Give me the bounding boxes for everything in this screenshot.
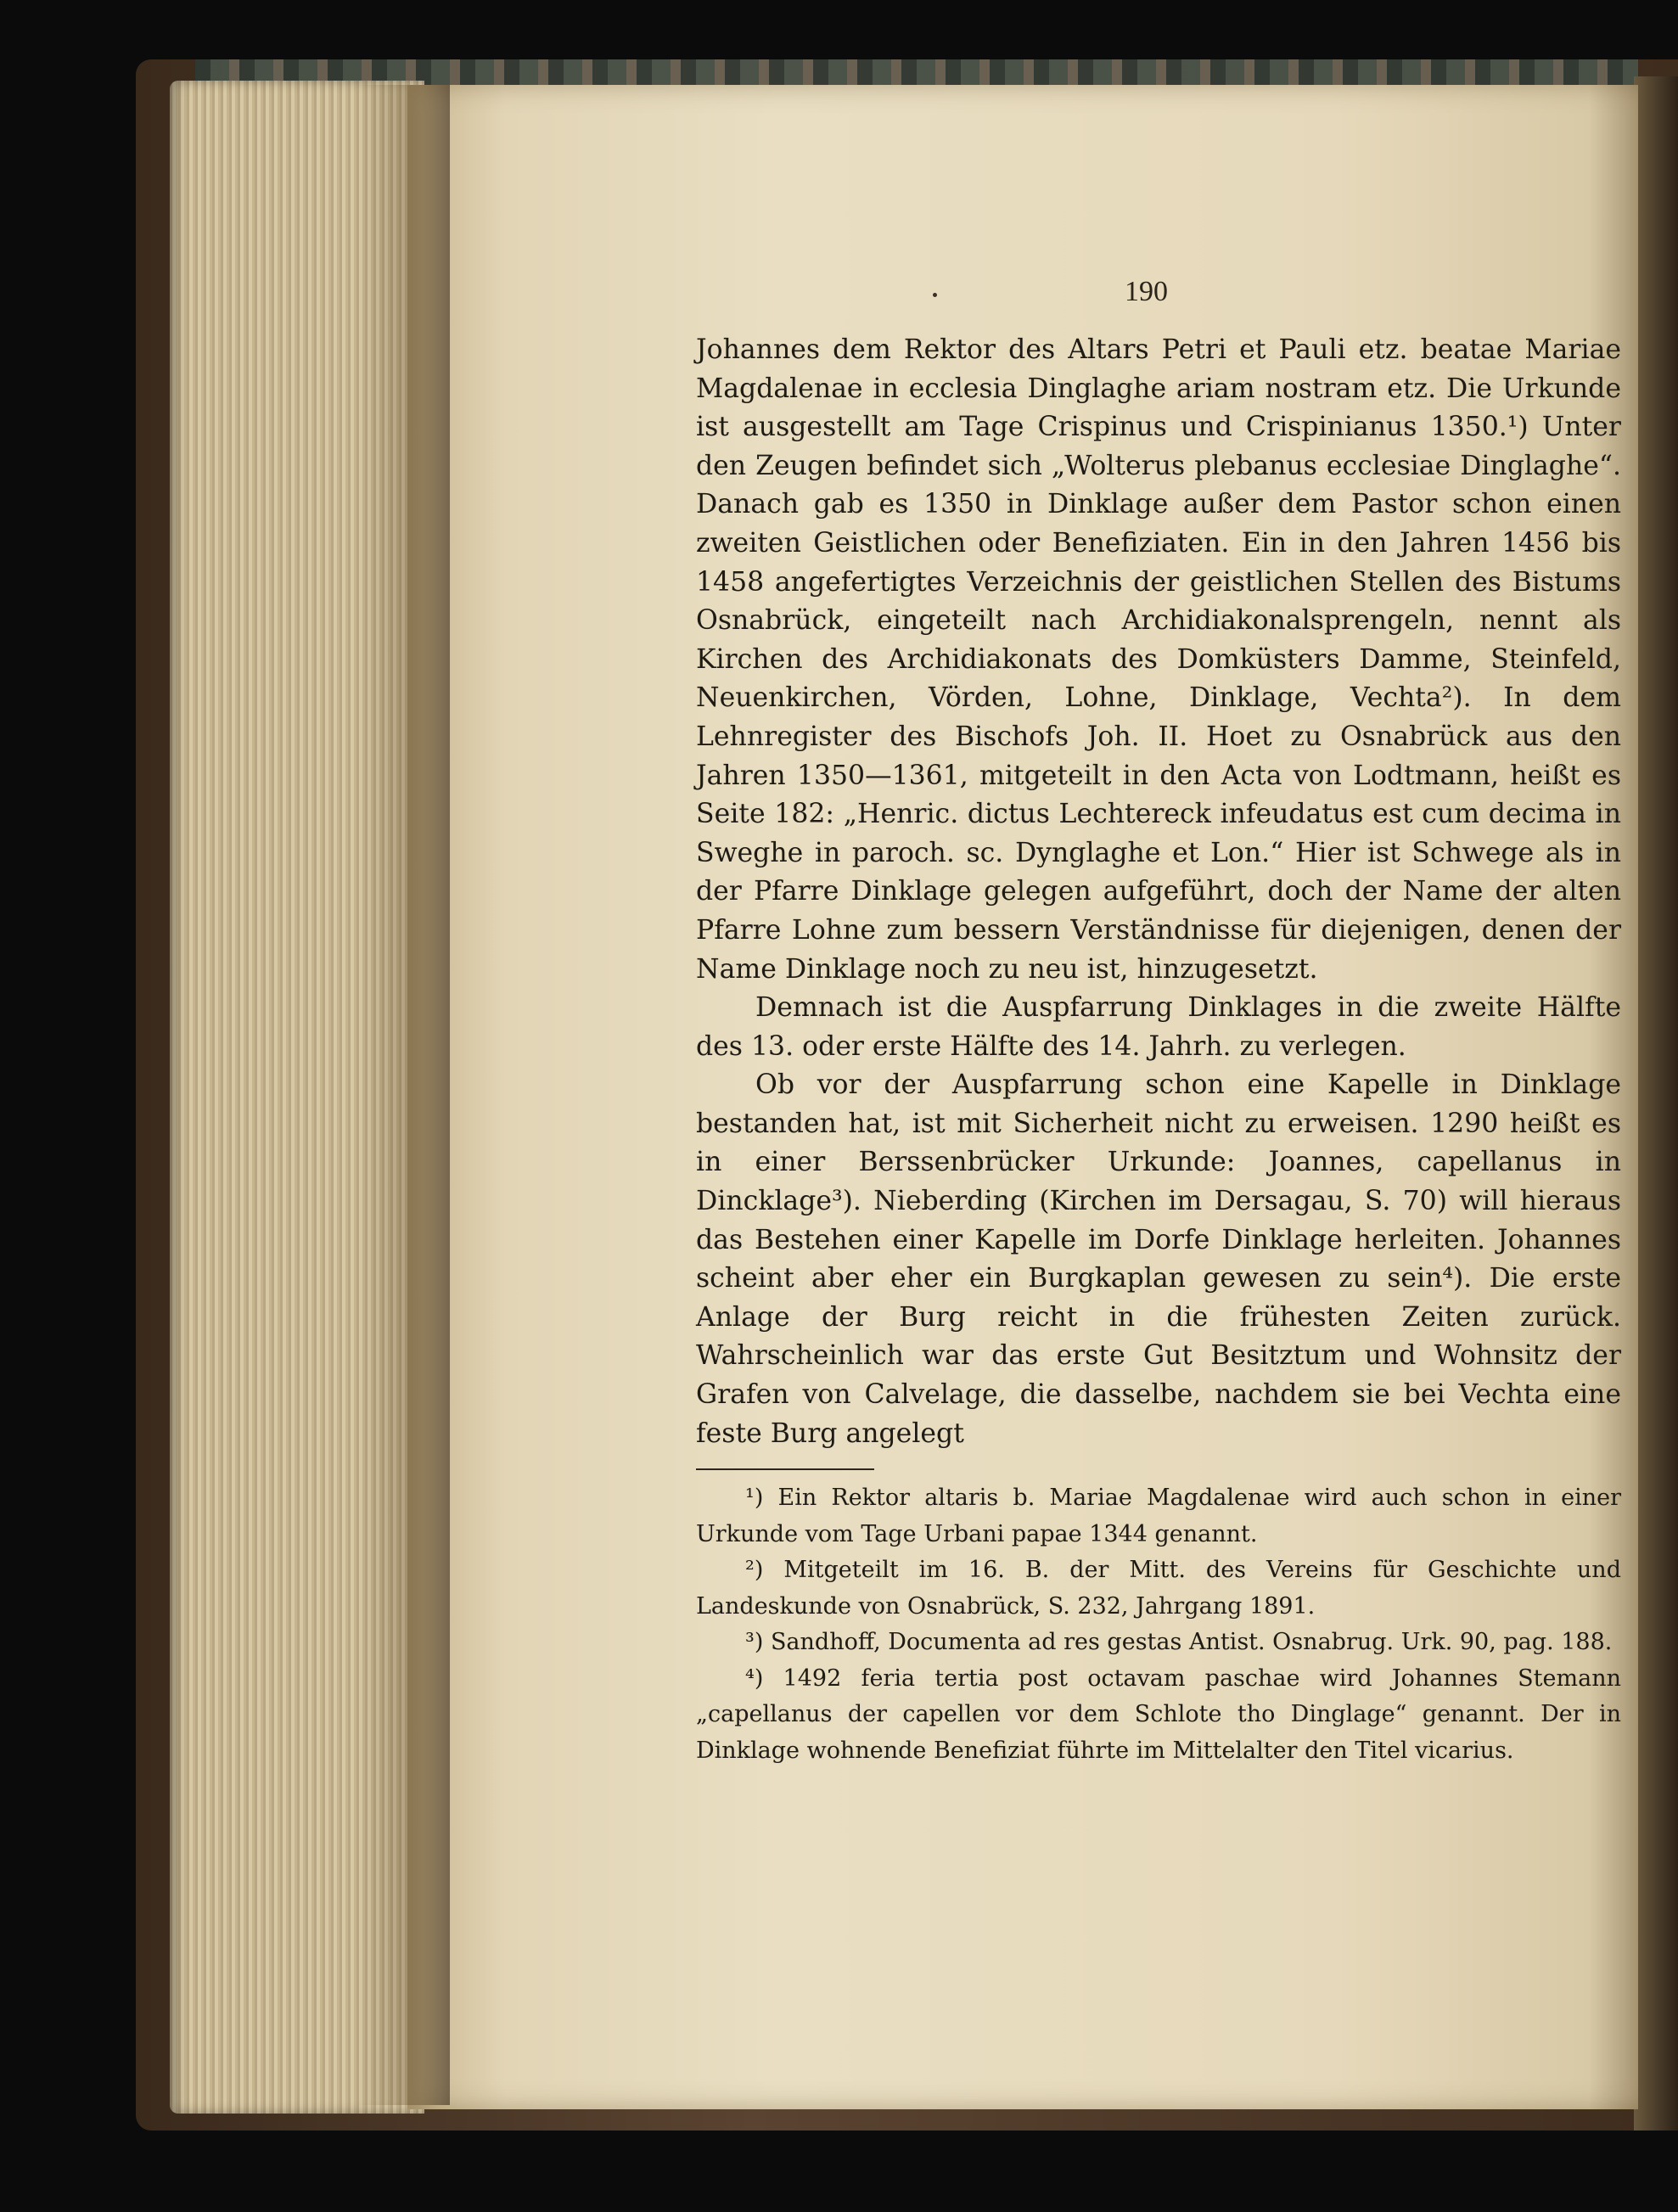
page-number: 190 [1125,276,1168,307]
paragraph-1: Johannes dem Rektor des Altars Petri et Pauli etz. beatae Mariae Magdalenae in ecclesia Dinglaghe ariam nostram etz. Die Urkunde ist ausgestellt am Tage Crispinus und Crispinianus 1350.¹) Unter den Zeugen befindet sich „Wolterus plebanus ecclesiae Dinglaghe“. Danach gab es 1350 in Dinklage außer dem Pastor schon einen zweiten Geistlichen oder Benefiziaten. Ein in den Jahren 1456 bis 1458 angefertigtes Verzeichnis der geistlichen Stellen des Bistums Osnabrück, eingeteilt nach Archidiakonalsprengeln, nennt als Kirchen des Archidiakonats des Domküsters Damme, Steinfeld, Neuenkirchen, Vörden, Lohne, Dinklage, Vechta²). In dem Lehnregister des Bischofs Joh. II. Hoet zu Osnabrück aus den Jahren 1350—1361, mitgeteilt in den Acta von Lodtmann, heißt es Seite 182: „Henric. dictus Lechtereck infeudatus est cum decima in Sweghe in paroch. sc. Dynglaghe et Lon.“ Hier ist Schwege als in der Pfarre Dinklage gelegen aufgeführt, doch der Name der alten Pfarre Lohne zum bessern Verständnisse für diejenigen, denen der Name Dinklage noch zu neu ist, hinzugesetzt. [696,334,1621,985]
body-text [696,331,1621,1769]
footnote-rule [696,1468,874,1470]
ink-speck [933,293,937,297]
paragraph-3: Ob vor der Auspfarrung schon eine Kapelle in Dinklage bestanden hat, ist mit Sicherheit nicht zu erweisen. 1290 heißt es in einer Berssenbrücker Urkunde: Joannes, capellanus in Dincklage³). Nieberding (Kirchen im Dersagau, S. 70) will hieraus das Bestehen einer Kapelle im Dorfe Dinklage herleiten. Johannes scheint aber eher ein Burgkaplan gewesen zu sein⁴). Die erste Anlage der Burg reicht in die frühesten Zeiten zurück. Wahrscheinlich war das erste Gut Besitztum und Wohnsitz der Grafen von Calvelage, die dasselbe, nachdem sie bei Vechta eine feste Burg angelegt [696,1070,1621,1449]
book-spine-edge [1634,76,1678,2131]
footnote-1: ¹) Ein Rektor altaris b. Mariae Magdalenae wird auch schon in einer Urkunde vom Tage Urbani papae 1344 genannt. [696,1485,1621,1547]
footnote-4: ⁴) 1492 feria tertia post octavam paschae wird Johannes Stemann „capellanus der capellen vor dem Schlote tho Dinglage“ genannt. Der in Dinklage wohnende Benefiziat führte im Mittelalter den Titel vicarius. [696,1665,1621,1764]
footnote-2: ²) Mitgeteilt im 16. B. der Mitt. des Vereins für Geschichte und Landeskunde von Osnabrück, S. 232, Jahrgang 1891. [696,1557,1621,1620]
paragraph-2: Demnach ist die Auspfarrung Dinklages in die zweite Hälfte des 13. oder erste Hälfte des 14. Jahrh. zu verlegen. [696,992,1621,1062]
gutter-shadow [356,85,450,2105]
footnote-3: ³) Sandhoff, Documenta ad res gestas Antist. Osnabrug. Urk. 90, pag. 188. [745,1629,1613,1656]
